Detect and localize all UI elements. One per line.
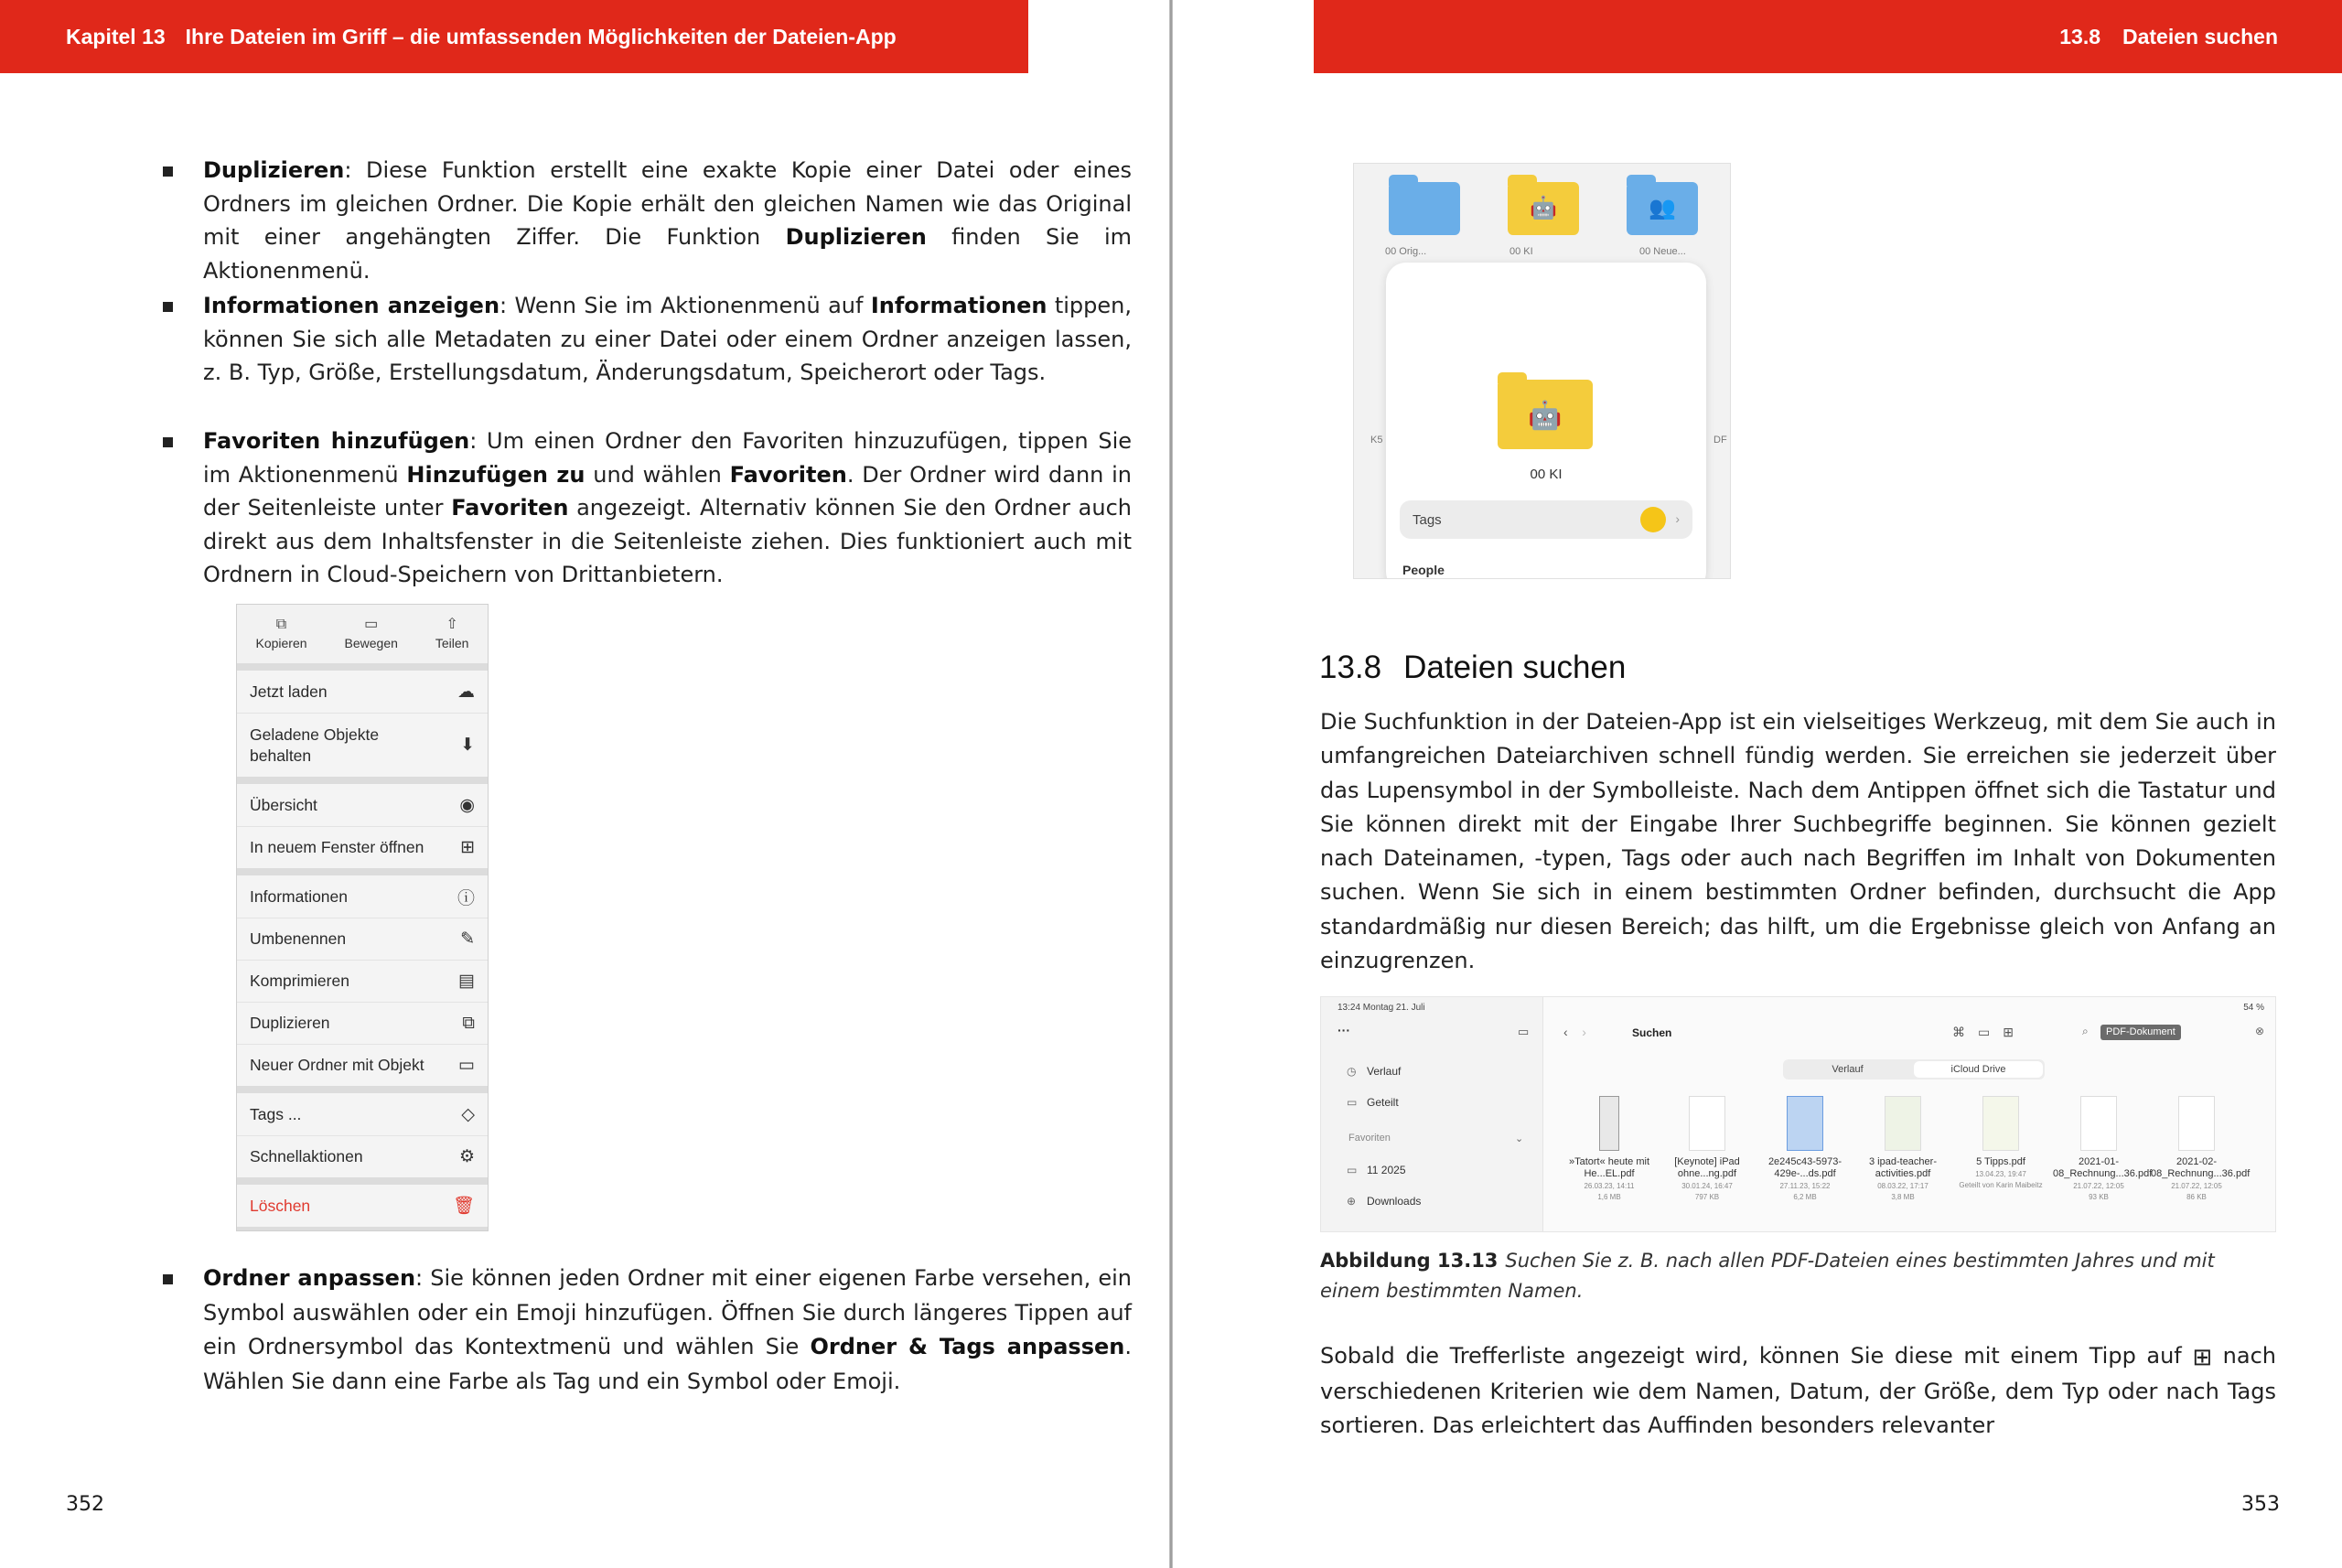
tag-color-dot [1640, 507, 1666, 532]
bullet-text: : Diese Funktion erstellt eine exakte Kopie einer Datei oder eines Ordners im gleichen Ordner. Die Kopie erhält den gleichen Namen wie das Original mit einer angehängten Ziffer. Die Funktion [203, 157, 1132, 250]
bullet-term: Duplizieren [203, 157, 345, 183]
section-number: 13.8 [2059, 24, 2100, 48]
figure-caption [1320, 1246, 2276, 1306]
plus-square-icon: ⊞ [460, 838, 475, 857]
bullet-text: finden Sie im Aktionenmenü. [203, 224, 1133, 284]
bullet-text: : Sie können jeden Ordner mit einer eigenen Farbe versehen, ein Symbol auswählen oder ein Emoji hinzufügen. Öffnen Sie durch längeres Tippen auf ein Ordnersymbol das Kontextmenü und wählen Sie [203, 1265, 1133, 1359]
action-label: Bewegen [344, 636, 398, 650]
chapter-number: Kapitel 13 [66, 24, 166, 48]
bullet-bold: Hinzufügen zu [406, 461, 586, 488]
left-page [0, 0, 1169, 1568]
file-date: 21.07.22, 12:05 [2073, 1182, 2124, 1190]
cloud-download-icon: ☁ [457, 682, 475, 702]
copy-icon: ⧉ [275, 617, 287, 632]
file-name: 2e245c43-5973-429e-...ds.pdf [1767, 1156, 1842, 1179]
file-item[interactable] [1759, 1096, 1851, 1202]
menu-item-neuer-ordner[interactable] [237, 1044, 488, 1086]
menu-item-schnellaktionen[interactable] [237, 1135, 488, 1177]
archive-icon: ▤ [458, 972, 475, 991]
file-size: 6,2 MB [1793, 1193, 1817, 1201]
file-thumbnail [1787, 1096, 1823, 1151]
file-thumbnail [2080, 1096, 2117, 1151]
chevron-left-icon[interactable]: ‹ [1563, 1025, 1568, 1039]
folder-icon[interactable] [1627, 182, 1698, 235]
file-size: 93 KB [2089, 1193, 2109, 1201]
scope-icloud-drive[interactable]: iCloud Drive [1914, 1061, 2043, 1078]
scan-icon[interactable]: ⌘ [1952, 1025, 1978, 1039]
status-time: 13:24 Montag 21. Juli [1338, 1003, 1425, 1013]
section-title-number: 13.8 [1319, 650, 1382, 685]
folder-preview-icon [1498, 380, 1593, 449]
file-thumbnail [1599, 1096, 1619, 1151]
file-item[interactable] [1955, 1096, 2047, 1190]
menu-item-duplizieren[interactable] [237, 1002, 488, 1044]
chevron-down-icon[interactable]: ⌄ [1515, 1133, 1524, 1144]
bullet-bold: Duplizieren [785, 224, 927, 250]
bullet-term: Favoriten hinzufügen [203, 428, 470, 454]
favorites-heading: Favoriten [1348, 1133, 1391, 1144]
context-menu-group [237, 671, 488, 777]
file-name: [Keynote] iPad ohne...ng.pdf [1674, 1156, 1740, 1179]
info-icon: ⓘ [457, 888, 475, 908]
folder-customize-screenshot [1353, 163, 1731, 579]
paragraph-text: nach verschiedenen Kriterien wie dem Namen, Datum, der Größe, dem Typ oder nach Tags sortieren. Das erleichtert das Auffinden besonders relevanter [1320, 1343, 2277, 1438]
chevron-right-icon: › [1675, 510, 1680, 526]
bullet-duplizieren [203, 154, 1132, 287]
bullet-informationen [203, 289, 1132, 390]
download-circle-icon: ⬇ [460, 736, 475, 755]
bullet-text: . Der Ordner wird dann in der Seitenleiste unter [203, 461, 1133, 521]
file-thumbnail [1885, 1096, 1921, 1151]
bullet-text: . Wählen Sie dann eine Farbe als Tag und ein Symbol oder Emoji. [203, 1334, 1133, 1394]
people-icon: 👥 [1649, 196, 1676, 220]
menu-item-jetzt-laden[interactable] [237, 671, 488, 713]
context-menu-top-actions [237, 605, 488, 663]
menu-item-label: Übersicht [250, 795, 317, 814]
bullet-text: : Wenn Sie im Aktionenmenü auf [500, 293, 871, 318]
folder-name: 00 KI [1530, 467, 1563, 482]
menu-item-loeschen[interactable] [237, 1185, 488, 1227]
folder-label: K5 [1370, 435, 1383, 446]
menu-item-komprimieren[interactable] [237, 960, 488, 1002]
bullet-marker [163, 302, 173, 312]
bullet-text: angezeigt. Alternativ können Sie den Ordner auch direkt aus dem Inhaltsfenster in die Seitenleiste ziehen. Dies funktioniert auch mit Ordnern in Cloud-Speichern von Drittanbietern. [203, 495, 1132, 587]
file-date: 27.11.23, 15:22 [1779, 1182, 1831, 1190]
section-header [1314, 0, 2342, 73]
file-item[interactable] [1857, 1096, 1949, 1202]
share-icon: ⇧ [446, 617, 458, 632]
sidebar-item-downloads[interactable] [1347, 1195, 1421, 1208]
share-action[interactable] [435, 618, 469, 650]
copy-action[interactable] [255, 618, 306, 650]
file-thumbnail [1982, 1096, 2019, 1151]
pencil-icon: ✎ [460, 929, 475, 949]
context-menu-group [237, 1093, 488, 1177]
context-menu-screenshot [236, 604, 489, 1231]
menu-item-label: Jetzt laden [250, 682, 328, 701]
caption-text: Suchen Sie z. B. nach allen PDF-Dateien eines bestimmten Jahres und mit einem bestimmten Namen. [1320, 1250, 2215, 1302]
search-title: Suchen [1632, 1026, 1672, 1039]
file-name: 2021-02-08_Rechnung...36.pdf [2151, 1156, 2251, 1179]
action-label: Kopieren [255, 636, 307, 650]
download-icon: ⊕ [1347, 1195, 1357, 1208]
eye-icon: ◉ [459, 795, 475, 815]
file-size: 797 KB [1694, 1193, 1720, 1201]
menu-item-label: Duplizieren [250, 1014, 330, 1032]
folder-popup [1386, 263, 1706, 579]
folder-label: 00 Orig... [1385, 246, 1427, 257]
file-date: 08.03.22, 17:17 [1877, 1182, 1928, 1190]
folder-label: DF [1714, 435, 1727, 446]
menu-item-uebersicht[interactable] [237, 784, 488, 826]
people-label: People [1402, 563, 1445, 577]
duplicate-icon: ⧉ [462, 1013, 475, 1033]
page-number: 353 [2241, 1493, 2280, 1516]
file-date: 21.07.22, 12:05 [2171, 1182, 2222, 1190]
menu-item-label: In neuem Fenster öffnen [250, 838, 424, 856]
chapter-header [0, 0, 1028, 73]
search-token[interactable]: PDF-Dokument [2100, 1025, 2181, 1040]
folder-icon[interactable] [1389, 182, 1460, 235]
files-sidebar [1321, 997, 1543, 1232]
menu-item-label: Komprimieren [250, 972, 349, 990]
file-size: 86 KB [2186, 1193, 2207, 1201]
file-size: 3,8 MB [1891, 1193, 1915, 1201]
menu-item-geladene-objekte[interactable] [237, 713, 488, 777]
file-name: 5 Tipps.pdf [1976, 1156, 2025, 1167]
menu-item-label: Informationen [250, 886, 349, 906]
bullet-marker [163, 1274, 173, 1284]
bullet-term: Informationen anzeigen [203, 293, 500, 318]
menu-item-label: Tags ... [250, 1104, 302, 1123]
sidebar-item-label: Geteilt [1367, 1096, 1399, 1109]
menu-item-label: Neuer Ordner mit Objekt [250, 1056, 424, 1074]
menu-item-label: Löschen [250, 1196, 311, 1215]
new-folder-icon[interactable]: ▭ [1978, 1025, 2004, 1039]
paragraph-text: Sobald die Trefferliste angezeigt wird, können Sie diese mit einem Tipp auf [1320, 1343, 2193, 1369]
tags-row[interactable] [1400, 500, 1692, 539]
tag-icon: ◇ [461, 1104, 475, 1124]
file-size: Geteilt von Karin Maibeitz [1959, 1181, 2043, 1189]
action-label: Teilen [435, 636, 469, 650]
bullet-bold: Favoriten [729, 461, 847, 488]
clear-icon[interactable]: ⊗ [2254, 1025, 2264, 1037]
folder-label: 00 Neue... [1639, 246, 1686, 257]
trash-icon: 🗑 [452, 1197, 475, 1216]
sidebar-toggle-icon[interactable]: ▭ [1518, 1025, 1530, 1038]
file-date: 13.04.23, 19:47 [1975, 1170, 2026, 1178]
section-title-text: Dateien suchen [1403, 650, 1627, 685]
bullet-bold: Informationen [870, 293, 1047, 318]
file-name: »Tatort« heute mit He...EL.pdf [1568, 1156, 1650, 1179]
folder-label: 00 KI [1509, 246, 1533, 257]
caption-label: Abbildung 13.13 [1320, 1250, 1499, 1272]
file-name: 2021-01-08_Rechnung...36.pdf [2053, 1156, 2153, 1179]
bullet-term: Ordner anpassen [203, 1265, 416, 1291]
scope-verlauf[interactable]: Verlauf [1832, 1064, 1864, 1075]
bullet-text: und wählen [585, 461, 730, 488]
more-icon[interactable]: ··· [1338, 1023, 1350, 1037]
file-date: 26.03.23, 14:11 [1584, 1182, 1635, 1190]
menu-item-label: Geladene Objekte behalten [250, 725, 380, 765]
clock-icon: ◷ [1347, 1065, 1357, 1078]
menu-item-informationen[interactable] [237, 875, 488, 918]
bullet-marker [163, 437, 173, 447]
bullet-ordner-anpassen [203, 1262, 1132, 1399]
file-item[interactable] [2053, 1096, 2153, 1202]
folder-plus-icon: ▭ [458, 1056, 475, 1075]
folder-icon[interactable] [1508, 182, 1579, 235]
bullet-marker [163, 166, 173, 177]
context-menu-group [237, 1185, 488, 1227]
sidebar-item-geteilt[interactable] [1347, 1096, 1399, 1109]
menu-item-label: Umbenennen [250, 929, 347, 948]
paragraph [1320, 1339, 2276, 1443]
file-thumbnail [1689, 1096, 1725, 1151]
toolbar-icons [1952, 1025, 2026, 1040]
search-icon: ⌕ [2082, 1025, 2089, 1037]
section-header-title: Dateien suchen [2122, 24, 2278, 48]
sidebar-item-verlauf[interactable] [1347, 1065, 1401, 1078]
nav-arrows[interactable] [1563, 1025, 1586, 1039]
grid-view-icon[interactable]: ⊞ [2003, 1025, 2026, 1039]
context-menu-group [237, 875, 488, 1086]
search-screenshot [1320, 996, 2276, 1232]
context-menu-group [237, 784, 488, 868]
file-item[interactable] [1661, 1096, 1753, 1202]
scope-segmented-control [1783, 1059, 2045, 1079]
robot-icon: 🤖 [1528, 401, 1563, 431]
bullet-bold: Ordner & Tags anpassen [810, 1334, 1125, 1359]
tags-label: Tags [1413, 511, 1442, 528]
bullet-favoriten [203, 424, 1132, 592]
paragraph: Die Suchfunktion in der Dateien-App ist ein vielseitiges Werkzeug, mit dem Sie auch in umfangreichen Dateiarchiven schnell fündig werden. Sie erreichen sie jederzeit über das Lupensymbol in der Symbolleiste. Nach dem Antippen öffnet sich die Tastatur und Sie können direkt mit der Eingabe Ihrer Suchbegriffe beginnen. Sie können gezielt nach Dateinamen, -typen, Tags oder auch nach Begriffen im Inhalt von Dokumenten suchen. Wenn Sie sich in einem bestimmten Ordner befinden, durchsucht die App standardmäßig nur diesen Bereich; das hilft, um die Ergebnisse gleich von Anfang an einzugrenzen. [1320, 709, 2276, 974]
sidebar-item-label: Downloads [1367, 1195, 1422, 1208]
sidebar-item-label: Verlauf [1367, 1065, 1402, 1078]
folder-icon: ▭ [364, 617, 379, 632]
bullet-bold: Favoriten [451, 495, 569, 521]
menu-item-label: Schnellaktionen [250, 1147, 363, 1165]
file-date: 30.01.24, 16:47 [1681, 1182, 1733, 1190]
sidebar-item-label: 11 2025 [1367, 1164, 1406, 1176]
status-battery: 54 % [2243, 1003, 2264, 1013]
menu-item-tags[interactable] [237, 1093, 488, 1135]
bullet-text: tippen, können Sie sich alle Metadaten zu einer Datei oder einem Ordner anzeigen lassen, z. B. Typ, Größe, Erstellungsdatum, Änderungsdatum, Speicherort oder Tags. [203, 293, 1132, 385]
file-thumbnail [2178, 1096, 2215, 1151]
menu-item-umbenennen[interactable] [237, 918, 488, 960]
chapter-title: Ihre Dateien im Griff – die umfassenden Möglichkeiten der Dateien-App [185, 24, 897, 48]
gear-icon: ⚙ [458, 1147, 475, 1166]
file-item[interactable] [1563, 1096, 1655, 1202]
file-name: 3 ipad-teacher-activities.pdf [1869, 1156, 1937, 1179]
grid-icon: ⊞ [2192, 1344, 2213, 1371]
chevron-right-icon[interactable]: › [1582, 1025, 1586, 1039]
move-action[interactable] [345, 618, 398, 650]
file-size: 1,6 MB [1597, 1193, 1621, 1201]
menu-item-neues-fenster[interactable] [237, 826, 488, 868]
file-item[interactable] [2151, 1096, 2251, 1202]
section-title [1319, 650, 1626, 686]
search-field[interactable] [2080, 1023, 2268, 1043]
shared-folder-icon: ▭ [1347, 1096, 1358, 1109]
bullet-text: : Um einen Ordner den Favoriten hinzuzufügen, tippen Sie im Aktionenmenü [203, 428, 1133, 488]
page-number: 352 [66, 1493, 104, 1516]
robot-icon: 🤖 [1530, 196, 1557, 220]
folder-icon: ▭ [1347, 1164, 1358, 1176]
sidebar-item-11-2025[interactable] [1347, 1164, 1406, 1176]
